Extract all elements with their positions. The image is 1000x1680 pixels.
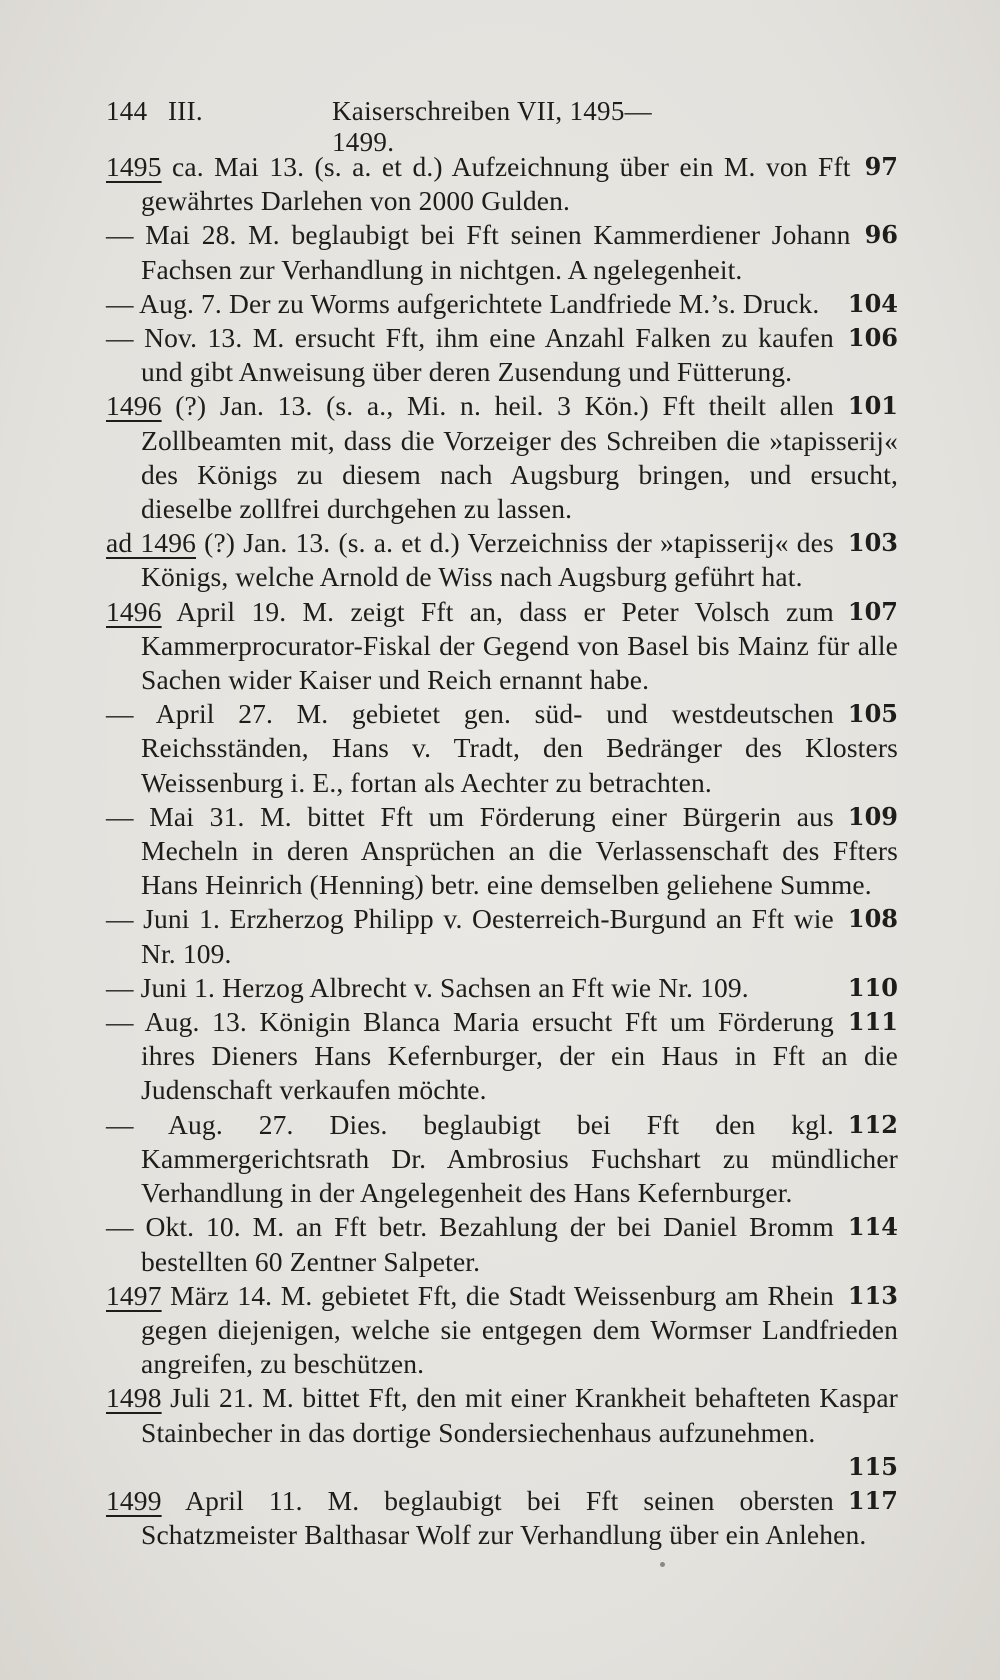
regesten-list	[106, 150, 898, 1552]
entry-number: 104	[847, 288, 898, 318]
entry-number: 112	[847, 1109, 898, 1139]
entry-number: 113	[847, 1280, 898, 1310]
entry-text: (?) Jan. 13. (s. a. et d.) Verzeichniss der »tapisserij« des Königs, welche Arnold de Wiss nach Augsburg geführt hat.	[141, 527, 834, 593]
entry-text: April 19. M. zeigt Fft an, dass er Peter Volsch zum Kammerprocurator-Fiskal der Gegend von Basel bis Mainz für alle Sachen wider Kaiser und Reich ernannt habe.	[141, 595, 898, 696]
entry-date: 1495	[106, 151, 162, 182]
page-number: 144	[106, 96, 148, 126]
entry-text: — Juni 1. Erzherzog Philipp v. Oesterreich-Burgund an Fft wie Nr. 109.	[106, 903, 834, 969]
list-item	[106, 1210, 898, 1278]
list-item	[106, 287, 898, 321]
entry-number: 106	[847, 323, 898, 353]
entry-text: — Juni 1. Herzog Albrecht v. Sachsen an Fft wie Nr. 109.	[106, 971, 749, 1003]
list-item	[106, 1381, 898, 1484]
entry-date: 1497	[106, 1279, 162, 1311]
entry-date: ad 1496	[106, 527, 196, 559]
entry-date: 1496	[106, 595, 162, 627]
list-item	[106, 902, 898, 970]
entry-text: — Aug. 27. Dies. beglaubigt bei Fft den kgl. Kammergerichtsrath Dr. Ambrosius Fuchshart zu mündlicher Verhandlung in der Angelegenheit des Hans Kefernburger.	[106, 1108, 898, 1209]
entry-date: 1499	[106, 1484, 162, 1516]
entry-text: — Mai 28. M. beglaubigt bei Fft seinen Kammerdiener Johann Fachsen zur Verhandlung in nichtgen. A ngelegenheit.	[106, 219, 851, 285]
entry-text: — Nov. 13. M. ersucht Fft, ihm eine Anzahl Falken zu kaufen und gibt Anweisung über deren Zusendung und Fütterung.	[106, 322, 834, 388]
entry-text: Juli 21. M. bittet Fft, den mit einer Krankheit behafteten Kaspar Stainbecher in das dortige Sondersiechenhaus aufzunehmen.	[141, 1382, 898, 1448]
list-item	[106, 1484, 898, 1552]
list-item	[106, 1005, 898, 1108]
entry-text: April 11. M. beglaubigt bei Fft seinen obersten Schatzmeister Balthasar Wolf zur Verhandlung über ein Anlehen.	[141, 1484, 867, 1551]
list-item	[106, 595, 898, 698]
running-title: Kaiserschreiben VII, 1495—1499.	[332, 96, 652, 157]
entry-number: 111	[847, 1007, 898, 1037]
paper-speck	[660, 1562, 665, 1567]
running-head	[106, 96, 706, 157]
entry-number: 114	[847, 1212, 898, 1242]
list-item	[106, 1108, 898, 1211]
entry-text: — April 27. M. gebietet gen. süd- und westdeutschen Reichsständen, Hans v. Tradt, den Bedränger des Klosters Weissenburg i. E., fortan als Aechter zu betrachten.	[106, 698, 898, 798]
entry-text: März 14. M. gebietet Fft, die Stadt Weissenburg am Rhein gegen diejenigen, welche sie entgegen dem Wormser Landfrieden angreifen, zu beschützen.	[141, 1279, 898, 1380]
entry-number: 108	[847, 904, 898, 934]
list-item	[106, 321, 898, 389]
entry-number: 107	[847, 596, 898, 626]
entry-number: 101	[847, 391, 898, 421]
entry-number: 115	[847, 1451, 898, 1481]
entry-number: 96	[864, 220, 898, 250]
part-label: III.	[168, 96, 203, 126]
entry-text: — Okt. 10. M. an Fft betr. Bezahlung der bei Daniel Bromm bestellten 60 Zentner Salpeter.	[106, 1211, 834, 1277]
entry-number: 109	[847, 801, 898, 831]
list-item	[106, 389, 898, 526]
list-item	[106, 150, 898, 218]
entry-number: 103	[847, 528, 898, 558]
list-item	[106, 800, 898, 903]
list-item	[106, 971, 898, 1005]
entry-number: 97	[864, 152, 898, 181]
entry-text: — Aug. 13. Königin Blanca Maria ersucht Fft um Förderung ihres Dieners Hans Kefernburger, der ein Haus in Fft an die Judenschaft verkaufen möchte.	[106, 1006, 898, 1106]
entry-number: 105	[847, 699, 898, 729]
entry-text: — Aug. 7. Der zu Worms aufgerichtete Landfriede M.’s. Druck.	[106, 287, 820, 319]
list-item	[106, 1279, 898, 1382]
entry-date: 1498	[106, 1382, 162, 1414]
list-item	[106, 218, 898, 286]
entry-text: — Mai 31. M. bittet Fft um Förderung einer Bürgerin aus Mecheln in deren Ansprüchen an die Verlassenschaft des Ffters Hans Heinrich (Henning) betr. eine demselben geliehene Summe.	[106, 800, 898, 901]
entry-text: ca. Mai 13. (s. a. et d.) Aufzeichnung über ein M. von Fft gewährtes Darlehen von 2000 Gulden.	[141, 151, 851, 217]
entry-number: 117	[847, 1485, 898, 1515]
list-item	[106, 697, 898, 800]
list-item	[106, 526, 898, 594]
entry-number: 110	[847, 972, 898, 1002]
entry-text: (?) Jan. 13. (s. a., Mi. n. heil. 3 Kön.) Fft theilt allen Zollbeamten mit, dass die Vorzeiger des Schreiben die »tapisserij« des Königs zu diesem nach Augsburg bringen, und ersucht, dieselbe zollfrei durchgehen zu lassen.	[141, 390, 898, 525]
entry-date: 1496	[106, 390, 162, 422]
